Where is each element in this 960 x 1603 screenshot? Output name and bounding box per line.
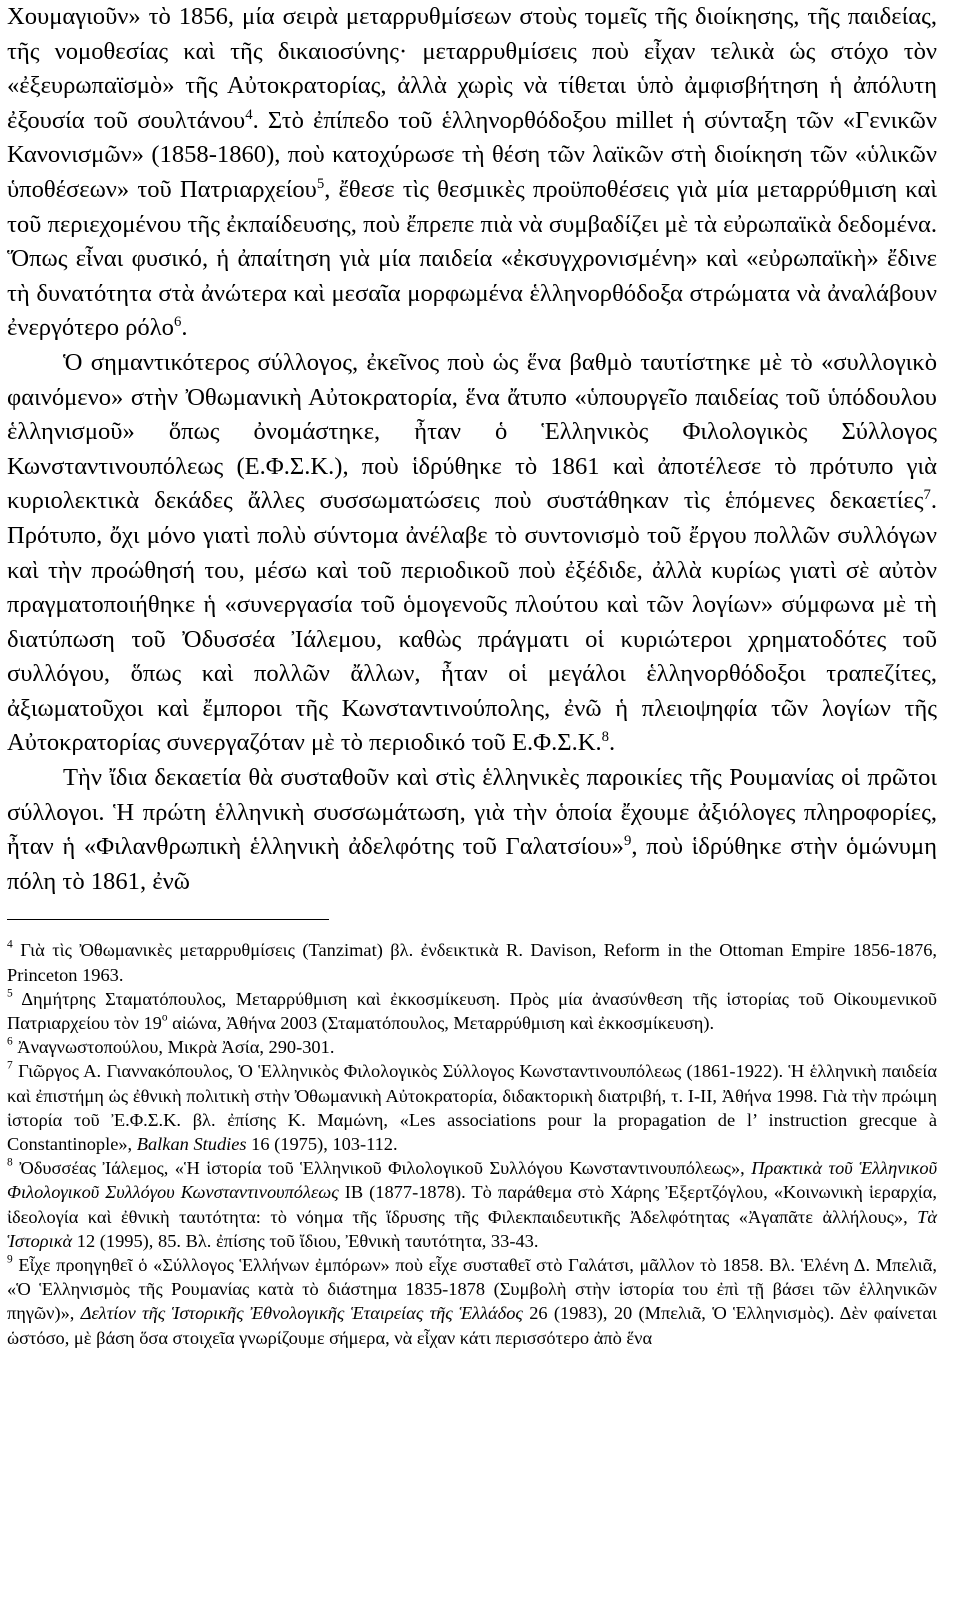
- footnote-number: 5: [7, 987, 13, 1000]
- paragraph: [7, 761, 937, 899]
- text-run: 26 (1983), 20 (Μπελιᾶ, Ὁ Ἑλληνισμὸς). Δὲν φαίνεται ὡστόσο, μὲ βάση ὅσα στοιχεῖα γνωρίζουμε σήμερα, νὰ εἶχαν κάτι περισσότερο ἀπὸ ἕνα: [7, 1303, 938, 1348]
- paragraph: [7, 0, 937, 346]
- italic-title: Balkan Studies: [136, 1134, 247, 1155]
- text-run: Εἶχε προηγηθεῖ ὁ «Σύλλογος Ἑλλήνων ἐμπόρων» ποὺ εἶχε συσταθεῖ στὸ Γαλάτσι, μᾶλλον τὸ 1858. Βλ. Ἑλένη Δ. Μπελιᾶ, «Ὁ Ἑλληνισμὸς τῆς Ρουμανίας κατὰ τὸ διάστημα 1835-1878 (Συμβολὴ στὴν ἱστορία του ἐπὶ τῇ βάσει τῶν ἑλληνικῶν πηγῶν)»,: [7, 1255, 937, 1324]
- footnote: [7, 1156, 937, 1253]
- text-run: Γιῶργος Α. Γιαννακόπουλος, Ὁ Ἑλληνικὸς Φιλολογικὸς Σύλλογος Κωνσταντινουπόλεως (1861-1922). Ἡ ἑλληνικὴ παιδεία καὶ ἐπιστήμη ὡς ἐθνικὴ πολιτικὴ στὴν Ὀθωμανικὴ Αὐτοκρατορία, διδακτορικὴ διατριβή, τ. I-II, Ἀθήνα 1998. Γιὰ τὴν πρώιμη ἱστορία τοῦ Ἐ.Φ.Σ.Κ. βλ. ἐπίσης Κ. Μαμώνη, «Les associations pour la propagation de l’ instruction grecque à Constantinople»,: [7, 1061, 937, 1155]
- text-run: , ποὺ ἱδρύθηκε στὴν ὁμώνυμη πόλη τὸ 1861, ἐνῶ: [7, 833, 937, 895]
- text-run: ΙΒ (1877-1878). Τὸ παράθεμα στὸ Χάρης Ἐξερτζόγλου, «Κοινωνικὴ ἱεραρχία, ἰδεολογία καὶ ἐθνικὴ ταυτότητα: τὸ νόημα τῆς ἵδρυσης τῆς Φιλεκπαιδευτικῆς Ἀδελφότητας «Ἀγαπᾶτε ἀλλήλους»,: [7, 1182, 937, 1227]
- paragraph: [7, 346, 937, 761]
- footnote-number: 9: [7, 1253, 13, 1266]
- text-run: .: [181, 314, 188, 342]
- footnote-separator: [7, 919, 329, 920]
- text-run: αἰώνα, Ἀθήνα 2003 (Σταματόπουλος, Μεταρρύθμιση καὶ ἐκκοσμίκευση).: [167, 1013, 715, 1034]
- footnote: [7, 938, 937, 986]
- text-run: 16 (1975), 103-112.: [246, 1134, 398, 1155]
- footnote-ref: 4: [245, 106, 253, 123]
- text-run: Ἀναγνωστοπούλου, Μικρὰ Ἀσία, 290-301.: [12, 1037, 335, 1058]
- text-run: Ὀδυσσέας Ἰάλεμος, «Ἡ ἱστορία τοῦ Ἑλληνικοῦ Φιλολογικοῦ Συλλόγου Κωνσταντινουπόλεως»,: [12, 1158, 752, 1179]
- italic-title: Δελτίον τῆς Ἱστορικῆς Ἐθνολογικῆς Ἑταιρείας τῆς Ἑλλάδος: [80, 1303, 523, 1324]
- document-page: [7, 0, 937, 1350]
- footnote: [7, 987, 937, 1035]
- text-run: . Στὸ ἐπίπεδο τοῦ ἑλληνορθόδοξου millet ἡ σύνταξη τῶν «Γενικῶν Κανονισμῶν» (1858-1860), ποὺ κατοχύρωσε τὴ θέση τῶν λαϊκῶν στὴ διοίκηση τῶν «ὑλικῶν ὑποθέσεων» τοῦ Πατριαρχείου: [7, 106, 937, 203]
- text-run: .: [609, 729, 616, 757]
- footnote-ref: 5: [316, 176, 325, 193]
- text-run: Δημήτρης Σταματόπουλος, Μεταρρύθμιση καὶ ἐκκοσμίκευση. Πρὸς μία ἀνασύνθεση τῆς ἱστορίας τοῦ Οἰκουμενικοῦ Πατριαρχείου τὸν 19: [7, 988, 937, 1034]
- footnote: [7, 1059, 937, 1156]
- text-run: , ἔθεσε τὶς θεσμικὲς προϋποθέσεις γιὰ μία μεταρρύθμιση καὶ τοῦ περιεχομένου τῆς ἐκπαίδευσης, ποὺ ἔπρεπε πιὰ νὰ συμβαδίζει μὲ τὰ εὐρωπαϊκὰ δεδομένα. Ὅπως εἶναι φυσικό, ἡ ἀπαίτηση γιὰ μία παιδεία «ἐκσυγχρονισμένη» καὶ «εὐρωπαϊκὴ» ἔδινε τὴ δυνατότητα στὰ ἀνώτερα καὶ μεσαῖα μορφωμένα ἑλληνορθόδοξα στρώματα νὰ ἀναλάβουν ἐνεργότερο ρόλο: [7, 175, 937, 342]
- footnote-ref: 7: [923, 487, 931, 504]
- footnote-ref: 6: [173, 314, 182, 331]
- footnote-ref: 8: [601, 729, 610, 746]
- footnote-number: 8: [7, 1156, 13, 1169]
- footnote-ref: 9: [623, 833, 632, 850]
- italic-title: Τὰ Ἱστορικὰ: [7, 1206, 937, 1251]
- footnote-ref: ο: [161, 1011, 168, 1024]
- body-text: [7, 0, 937, 899]
- text-run: Χουμαγιοῦν» τὸ 1856, μία σειρὰ μεταρρυθμίσεων στοὺς τομεῖς τῆς διοίκησης, τῆς παιδείας, τῆς νομοθεσίας καὶ τῆς δικαιοσύνης· μεταρρυθμίσεις ποὺ εἶχαν τελικὰ ὡς στόχο τὸν «ἐξευρωπαϊσμὸ» τῆς Αὐτοκρατορίας, ἀλλὰ χωρὶς νὰ τίθεται ὑπὸ ἀμφισβήτηση ἡ ἀπόλυτη ἐξουσία τοῦ σουλτάνου: [7, 3, 937, 134]
- text-run: Τὴν ἴδια δεκαετία θὰ συσταθοῦν καὶ στὶς ἑλληνικὲς παροικίες τῆς Ρουμανίας οἱ πρῶτοι σύλλογοι. Ἡ πρώτη ἑλληνικὴ συσσωμάτωση, γιὰ τὴν ὁποία ἔχουμε ἀξιόλογες πληροφορίες, ἦταν ἡ «Φιλανθρωπικὴ ἑλληνικὴ ἀδελφότης τοῦ Γαλατσίου»: [7, 764, 937, 861]
- text-run: Ὁ σημαντικότερος σύλλογος, ἐκεῖνος ποὺ ὡς ἕνα βαθμὸ ταυτίστηκε μὲ τὸ «συλλογικὸ φαινόμενο» στὴν Ὀθωμανικὴ Αὐτοκρατορία, ἕνα ἄτυπο «ὑπουργεῖο παιδείας τοῦ ὑπόδουλου ἑλληνισμοῦ» ὅπως ὀνομάστηκε, ἦταν ὁ Ἑλληνικὸς Φιλολογικὸς Σύλλογος Κωνσταντινουπόλεως (Ε.Φ.Σ.Κ.), ποὺ ἱδρύθηκε τὸ 1861 καὶ ἀποτέλεσε τὸ πρότυπο γιὰ κυριολεκτικὰ δεκάδες ἄλλες συσσωματώσεις ποὺ συστάθηκαν τὶς ἑπόμενες δεκαετίες: [7, 348, 937, 515]
- text-run: Γιὰ τὶς Ὀθωμανικὲς μεταρρυθμίσεις (Tanzimat) βλ. ἐνδεικτικὰ R. Davison, Reform in the Ottoman Empire 1856-1876, Princeton 1963.: [7, 940, 937, 985]
- italic-title: Πρακτικὰ τοῦ Ἑλληνικοῦ Φιλολογικοῦ Συλλόγου Κωνσταντινουπόλεως: [7, 1158, 938, 1203]
- footnote-number: 4: [7, 938, 13, 951]
- footnote-number: 7: [7, 1059, 13, 1072]
- footnotes: [7, 938, 937, 1349]
- footnote-number: 6: [7, 1035, 13, 1048]
- text-run: . Πρότυπο, ὄχι μόνο γιατὶ πολὺ σύντομα ἀνέλαβε τὸ συντονισμὸ τοῦ ἔργου πολλῶν συλλόγων καὶ τὴν προώθησή του, μέσω καὶ τοῦ περιοδικοῦ ποὺ ἐξέδιδε, ἀλλὰ κυρίως γιατὶ σὲ αὐτὸν πραγματοποιήθηκε ἡ «συνεργασία τοῦ ὁμογενοῦς πλούτου καὶ τῶν λογίων» σύμφωνα μὲ τὴ διατύπωση τοῦ Ὀδυσσέα Ἰάλεμου, καθὼς πράγματι οἱ κυριώτεροι χρηματοδότες τοῦ συλλόγου, ὅπως καὶ πολλῶν ἄλλων, ἦταν οἱ μεγάλοι ἑλληνορθόδοξοι τραπεζίτες, ἀξιωματοῦχοι καὶ ἔμποροι τῆς Κωνσταντινούπολης, ἐνῶ ἡ πλειοψηφία τῶν λογίων τῆς Αὐτοκρατορίας συνεργαζόταν μὲ τὸ περιοδικό τοῦ Ε.Φ.Σ.Κ.: [7, 487, 937, 757]
- footnote: [7, 1035, 937, 1059]
- text-run: 12 (1995), 85. Βλ. ἐπίσης τοῦ ἴδιου, Ἐθνικὴ ταυτότητα, 33-43.: [72, 1230, 539, 1251]
- footnote: [7, 1253, 937, 1350]
